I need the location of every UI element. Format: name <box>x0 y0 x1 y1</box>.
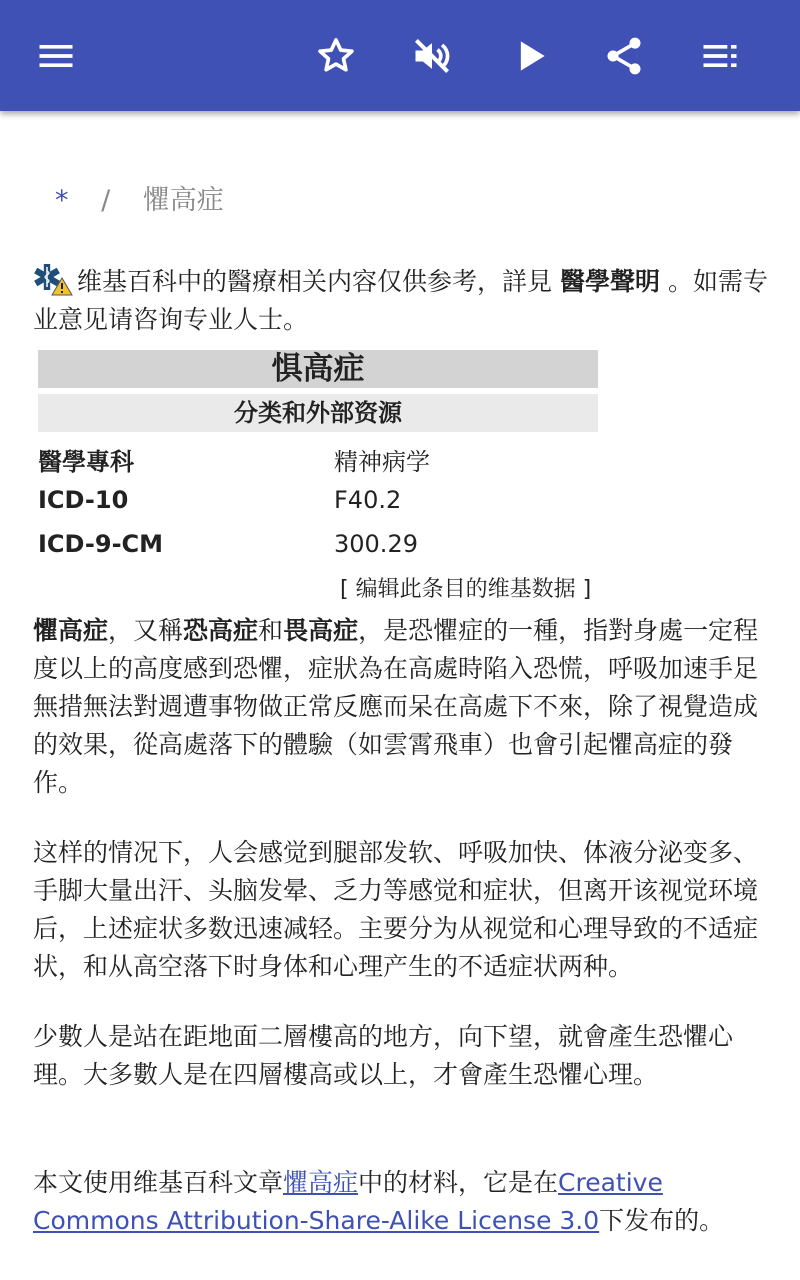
star-icon <box>314 34 358 78</box>
volume-off-icon <box>410 34 454 78</box>
menu-icon <box>34 34 78 78</box>
article-paragraph: 这样的情况下，人会感觉到腿部发软、呼吸加快、体液分泌变多、手脚大量出汗、头脑发晕、乏力等感觉和症状，但离开该视觉环境后，上述症状多数迅速减轻。主要分为从视觉和心理导致的不适症状，和从高空落下时身体和心理产生的不适症状两种。 <box>33 838 759 981</box>
term-bold: 畏高症 <box>283 616 359 645</box>
app-toolbar <box>0 0 800 111</box>
breadcrumb-separator: / <box>101 185 111 216</box>
breadcrumb-current: 懼高症 <box>142 185 224 216</box>
text: ，是恐懼症的一種，指對身處一定程度以上的高度感到恐懼，症狀為在高處時陷入恐慌，呼吸加速手足無措無法對週遭事物做正常反應而呆在高處下不來，除了視覺造成的效果，從高處落下的體驗（如雲霄飛車）也會引起懼高症的發作。 <box>33 616 759 797</box>
list-icon <box>698 34 742 78</box>
breadcrumb-home-link[interactable]: * <box>55 185 69 216</box>
medical-disclaimer <box>33 262 773 339</box>
license-link[interactable]: Creative Commons Attribution-Share-Alike License 3.0 <box>33 1168 663 1235</box>
infobox <box>38 350 598 564</box>
favorite-button[interactable] <box>306 26 366 86</box>
edit-wikidata-link[interactable]: [ 编辑此条目的维基数据 ] <box>340 577 592 602</box>
source-article-link[interactable]: 懼高症 <box>283 1168 359 1197</box>
mute-button[interactable] <box>402 26 462 86</box>
share-icon <box>602 34 646 78</box>
text: ，又稱 <box>108 616 184 645</box>
infobox-row <box>38 432 598 476</box>
breadcrumb <box>55 178 224 217</box>
disclaimer-text-end: 。如需专业意见请咨询专业人士。 <box>33 267 768 334</box>
term-bold: 恐高症 <box>183 616 259 645</box>
license-footer <box>33 1164 773 1240</box>
infobox-subtitle: 分类和外部资源 <box>38 394 598 432</box>
infobox-key[interactable]: ICD-9-CM <box>38 530 164 558</box>
infobox-row <box>38 520 598 564</box>
infobox-value[interactable]: 300.29 <box>334 530 418 558</box>
play-button[interactable] <box>500 26 560 86</box>
article-paragraph <box>33 612 773 802</box>
infobox-row <box>38 476 598 520</box>
text: 本文使用维基百科文章 <box>33 1168 284 1197</box>
disclaimer-text: 维基百科中的醫療相关内容仅供参考，詳見 <box>77 267 553 296</box>
infobox-key: 醫學專科 <box>38 448 134 476</box>
infobox-value[interactable]: F40.2 <box>334 486 402 514</box>
term-bold: 懼高症 <box>33 616 109 645</box>
text: 和 <box>258 616 284 645</box>
contents-button[interactable] <box>690 26 750 86</box>
medical-warning-icon <box>33 262 75 296</box>
article-paragraph: 少數人是站在距地面二層樓高的地方，向下望，就會產生恐懼心理。大多數人是在四層樓高或以上，才會產生恐懼心理。 <box>33 1022 734 1089</box>
share-button[interactable] <box>594 26 654 86</box>
medical-disclaimer-link[interactable]: 醫學聲明 <box>559 267 660 296</box>
text: 下发布的。 <box>599 1206 725 1235</box>
infobox-key[interactable]: ICD-10 <box>38 486 129 514</box>
infobox-title: 惧高症 <box>38 350 598 388</box>
play-icon <box>508 34 552 78</box>
menu-button[interactable] <box>26 26 86 86</box>
text: 中的材料，它是在 <box>358 1168 559 1197</box>
infobox-value[interactable]: 精神病学 <box>334 448 430 476</box>
